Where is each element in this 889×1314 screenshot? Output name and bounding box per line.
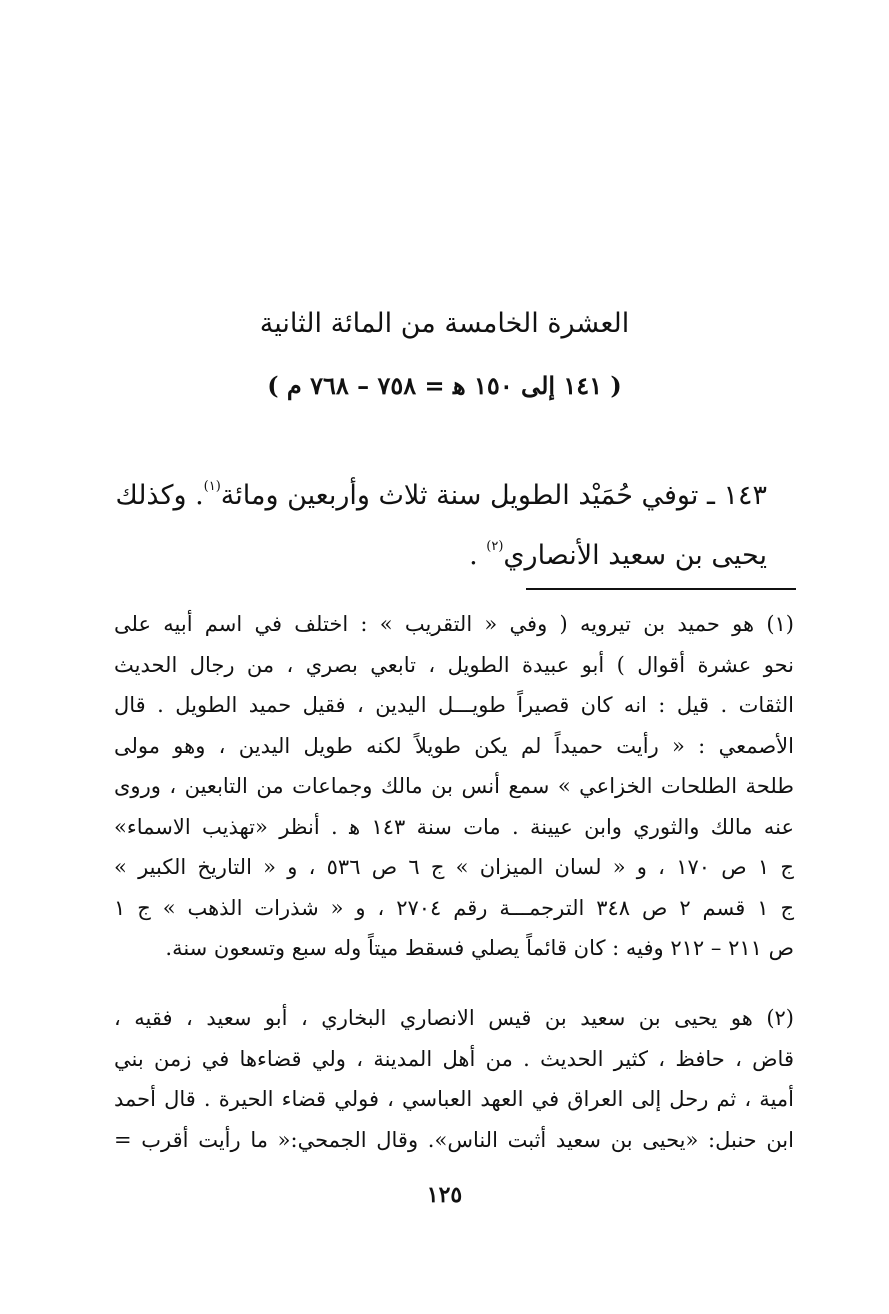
footnote-line: قاض ، حافظ ، كثير الحديث . من أهل المدينة ، ولي قضاءها في زمن بني	[114, 1046, 794, 1071]
footnote-line: ج ١ قسم ٢ ص ٣٤٨ الترجمـــة رقم ٢٧٠٤ ، و « شذرات الذهب » ج ١	[114, 895, 794, 920]
section-title: العشرة الخامسة من المائة الثانية	[259, 308, 630, 339]
page-number: ١٢٥	[426, 1182, 463, 1208]
footnote-line: نحو عشرة أقوال ) أبو عبيدة الطويل ، تابعي بصري ، من رجال الحديث	[114, 652, 794, 677]
footnote-line: أمية ، ثم رحل إلى العراق في العهد العباسي ، فولي قضاء الحيرة . قال أحمد	[114, 1087, 794, 1111]
footnote-ref-2[interactable]: (٢)	[486, 539, 504, 554]
entry-text: ١٤٣ ـ توفي حُمَيْد الطويل سنة ثلاث وأربعين ومائة	[220, 480, 767, 511]
footnote-line: طلحة الطلحات الخزاعي » سمع أنس بن مالك وجماعات من التابعين ، وروى	[114, 774, 794, 798]
footnote-line: ابن حنبل: «يحيى بن سعيد أثبت الناس». وقال الجمحي:« ما رأيت أقرب =	[114, 1127, 794, 1152]
entry-line-2	[117, 526, 767, 586]
main-entry	[117, 466, 767, 586]
footnote-line: ج ١ ص ١٧٠ ، و « لسان الميزان » ج ٦ ص ٥٣٦ ، و « التاريخ الكبير »	[114, 855, 794, 879]
entry-text: . وكذلك	[115, 480, 204, 511]
footnote-line: ص ٢١١ – ٢١٢ وفيه : كان قائماً يصلي فسقط ميتاً وله سبع وتسعون سنة.	[165, 936, 794, 960]
entry-text: .	[469, 540, 478, 571]
footnote-line: (١) هو حميد بن تيرويه ( وفي « التقريب » : اختلف في اسم أبيه على	[114, 612, 794, 636]
footnote-1	[114, 604, 794, 969]
footnote-divider	[526, 588, 796, 590]
footnote-ref-1[interactable]: (١)	[203, 479, 221, 494]
entry-text: يحيى بن سعيد الأنصاري	[503, 540, 767, 571]
footnote-line: (٢) هو يحيى بن سعيد بن قيس الانصاري البخاري ، أبو سعيد ، فقيه ،	[114, 1006, 794, 1030]
date-range-subtitle: ( ١٤١ إلى ١٥٠ ﻫ = ٧٥٨ – ٧٦٨ م )	[267, 371, 622, 400]
footnote-2	[114, 998, 794, 1160]
entry-line-1	[117, 466, 767, 526]
footnote-line: الثقات . قيل : انه كان قصيراً طويـــل اليدين ، فقيل حميد الطويل . قال	[114, 693, 794, 717]
footnote-line: الأصمعي : « رأيت حميداً لم يكن طويلاً لكنه طويل اليدين ، وهو مولى	[114, 733, 794, 758]
footnote-line: عنه مالك والثوري وابن عيينة . مات سنة ١٤٣ ﻫ . أنظر «تهذيب الاسماء»	[114, 814, 794, 839]
